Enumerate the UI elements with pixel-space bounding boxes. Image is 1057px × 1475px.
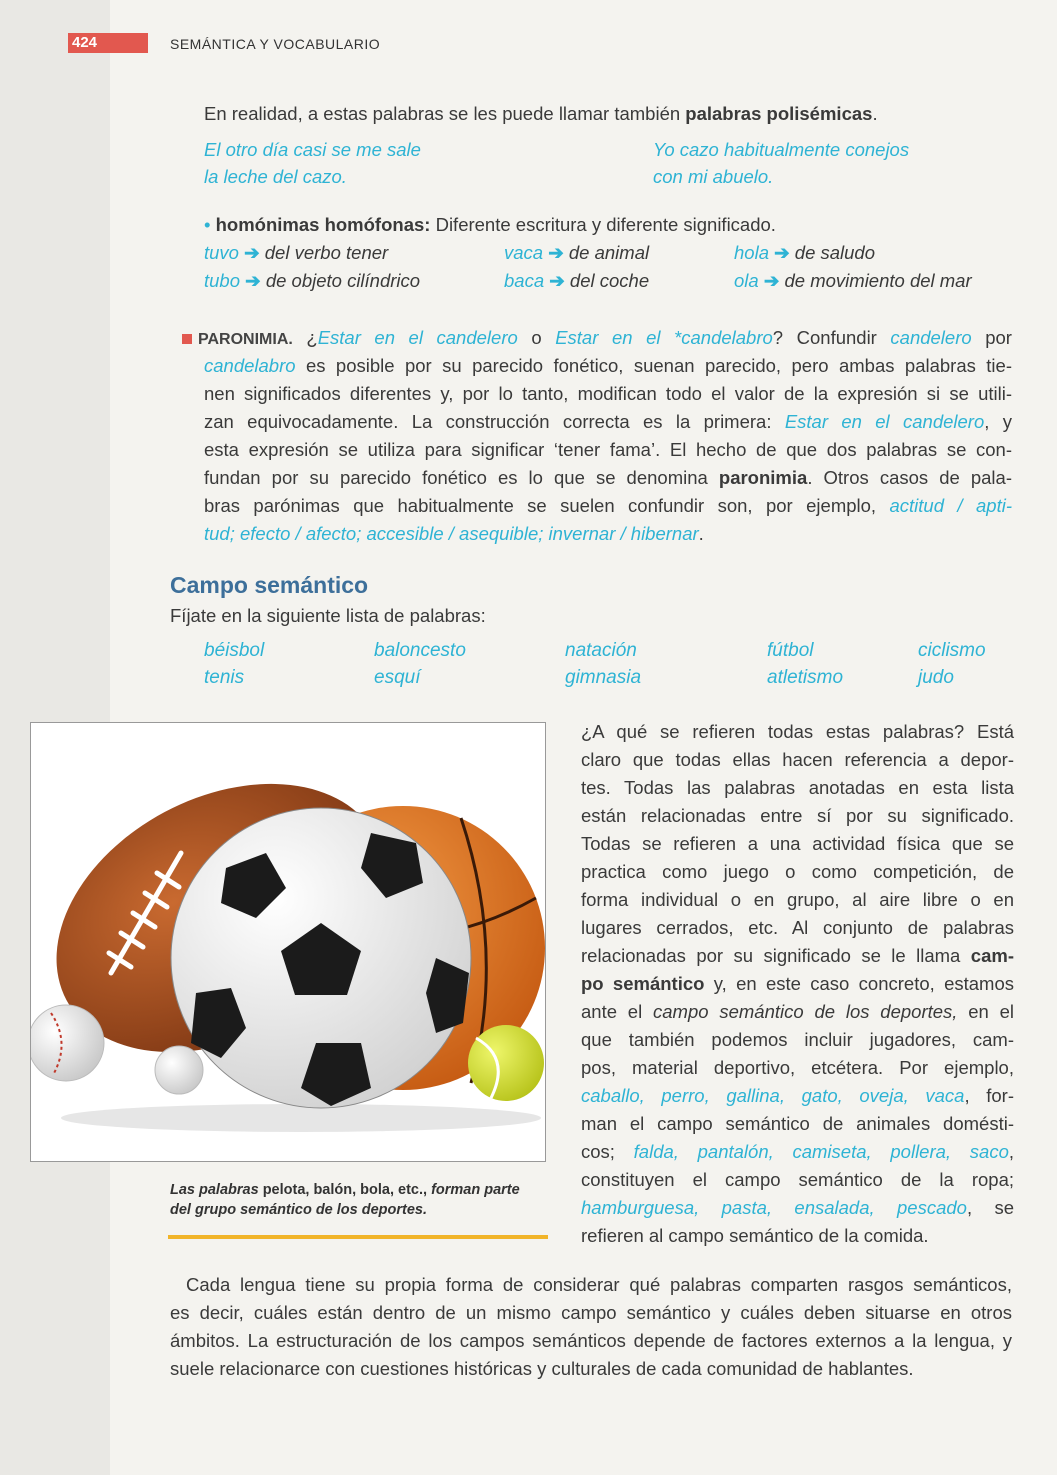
arrow-icon: ➔ bbox=[774, 242, 790, 263]
arrow-icon: ➔ bbox=[763, 270, 780, 291]
paronimia-heading: PARONIMIA. bbox=[198, 331, 293, 348]
page-number: 424 bbox=[68, 33, 148, 53]
pair-item: hola ➔ de saludo bbox=[734, 242, 876, 263]
closing-paragraph: Cada lengua tiene su propia forma de considerar qué palabras comparten rasgos semánticos, es decir, cuáles están dentro de un mismo campo semántico y cuáles deben situarse en otros ámbitos. La estructuración de los campos semánticos depende de factores externos a la lengua, y suele relacionarce con cuestiones históricas y culturales de cada comunidad de hablantes. bbox=[170, 1274, 1012, 1379]
homophones-term: homónimas homófonas: bbox=[215, 214, 431, 235]
sport-word: judo bbox=[918, 667, 954, 688]
example-right-line1: Yo cazo habitualmente conejos bbox=[653, 139, 910, 160]
homophones-text: Diferente escritura y diferente significado. bbox=[430, 214, 776, 235]
pair-item: baca ➔ del coche bbox=[504, 270, 650, 291]
sports-balls-photo bbox=[30, 722, 546, 1162]
pair-item: tuvo ➔ del verbo tener bbox=[204, 242, 389, 263]
golf-ball-icon bbox=[155, 1046, 203, 1094]
bullet-icon: • bbox=[204, 214, 211, 235]
sport-word: béisbol bbox=[204, 640, 265, 661]
paronimia-paragraph: PARONIMIA. ¿Estar en el candelero o Estar en el *candelabro? Confundir candelero por candelabro es posible por su parecido fonético, suenan parecido, pero ambas palabras tie- nen significados diferentes y, por lo tanto, modifican todo el valor de la expresión si se utili- zan equivocadamente. La construcción correcta es la primera: Estar en el candelero, y esta expresión se utiliza para significar ‘tener fama’. El hecho de que dos palabras se con- fundan por su parecido fonético es lo que se denomina paronimia. Otros casos de pala- bras parónimas que habitualmente se suelen confundir son, por ejemplo, actitud / apti- tud; efecto / afecto; accesible / asequible; invernar / hibernar. bbox=[204, 324, 1012, 548]
caption-rule bbox=[168, 1235, 548, 1239]
sport-word: baloncesto bbox=[374, 640, 466, 661]
arrow-icon: ➔ bbox=[549, 270, 565, 291]
pair-item: ola ➔ de movimiento del mar bbox=[734, 270, 972, 291]
example-right-line2: con mi abuelo. bbox=[653, 166, 774, 187]
square-bullet-icon bbox=[182, 334, 192, 344]
arrow-icon: ➔ bbox=[245, 270, 261, 291]
sport-word: esquí bbox=[374, 667, 421, 688]
homophones-definition bbox=[204, 214, 776, 236]
pair-item: vaca ➔ de animal bbox=[504, 242, 650, 263]
right-column-paragraph: ¿A qué se refieren todas estas palabras? Está claro que todas ellas hacen referencia a depor- tes. Todas las palabras anotadas en esta lista están relacionadas entre sí por su significado. Todas se refieren a una actividad física que se practica como juego o como competición, de forma individual o en grupo, al aire libre o en lugares cerrados, etc. Al conjunto de palabras relacionadas por su significado se le llama cam- po semántico y, en este caso concreto, estamos ante el campo semántico de los deportes, en el que también podemos incluir jugadores, cam- pos, material deportivo, etcétera. Por ejemplo, caballo, perro, gallina, gato, oveja, vaca, for- man el campo semántico de animales domésti- cos; falda, pantalón, camiseta, pollera, saco, constituyen el campo semántico de la ropa; hamburguesa, pasta, ensalada, pescado, se refieren al campo semántico de la comida. bbox=[581, 721, 1015, 1246]
arrow-icon: ➔ bbox=[548, 242, 564, 263]
baseball-icon bbox=[31, 1005, 104, 1081]
sport-word: fútbol bbox=[767, 640, 814, 661]
sport-word: ciclismo bbox=[918, 640, 986, 661]
sports-balls-illustration bbox=[31, 723, 546, 1162]
pair-item: tubo ➔ de objeto cilíndrico bbox=[204, 270, 421, 291]
sport-word: atletismo bbox=[767, 667, 844, 688]
sport-word: tenis bbox=[204, 667, 245, 688]
section-title: Campo semántico bbox=[170, 572, 369, 598]
photo-caption: Las palabras pelota, balón, bola, etc., forman parte del grupo semántico de los deportes. bbox=[170, 1182, 520, 1218]
running-header: SEMÁNTICA Y VOCABULARIO bbox=[170, 36, 381, 52]
tennis-ball-icon bbox=[468, 1025, 544, 1101]
example-left-line2: la leche del cazo. bbox=[204, 166, 347, 187]
example-left-line1: El otro día casi se me sale bbox=[204, 139, 421, 160]
sport-word: gimnasia bbox=[565, 667, 642, 688]
arrow-icon: ➔ bbox=[244, 242, 260, 263]
intro-bold-term: palabras polisémicas bbox=[685, 103, 873, 124]
campo-intro: Fíjate en la siguiente lista de palabras: bbox=[170, 605, 486, 626]
intro-paragraph bbox=[204, 103, 878, 125]
sport-word: natación bbox=[565, 640, 637, 661]
shadow bbox=[61, 1104, 541, 1132]
intro-period: . bbox=[872, 103, 878, 124]
intro-text: En realidad, a estas palabras se les puede llamar también bbox=[204, 103, 686, 124]
